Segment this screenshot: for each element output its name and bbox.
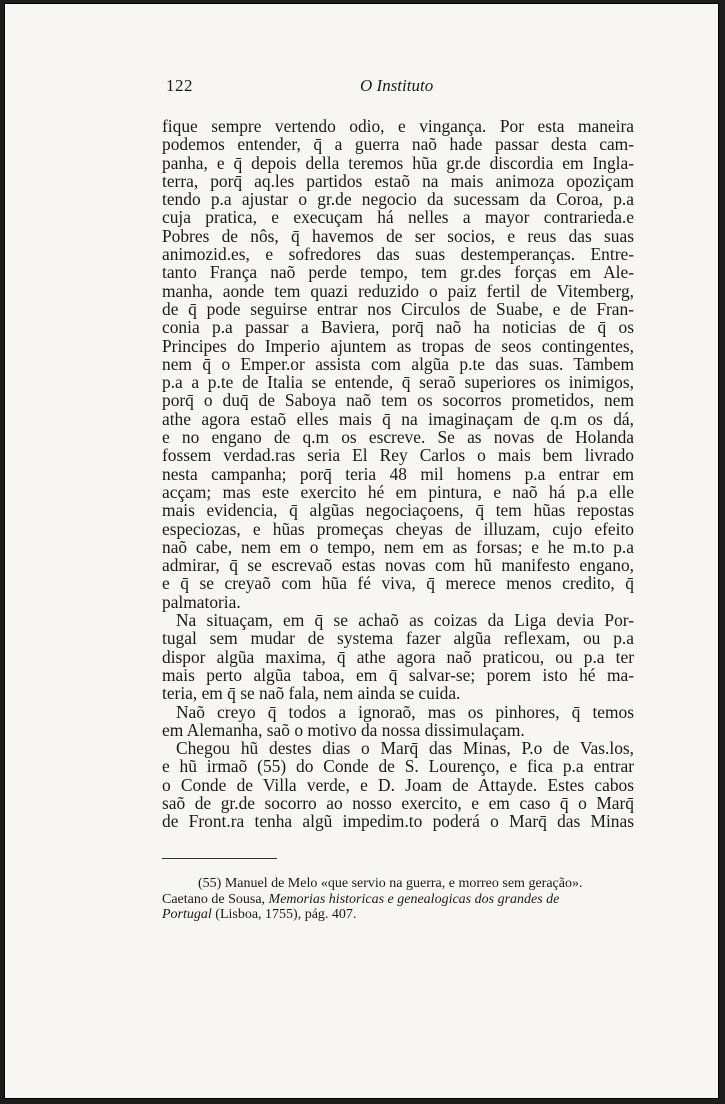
text-line: conia p.a passar a Baviera, porq̄ naõ ha noticias de q̄ os: [162, 317, 634, 338]
text-line: naõ cabe, nem em o tempo, nem em as forsas; e he m.to p.a: [162, 536, 634, 557]
text-line: fique sempre vertendo odio, e vingança. Por esta maneira: [162, 116, 634, 136]
text-line: terra, porq̄ aq.les partidos estaõ na mais animoza opoziçam: [162, 170, 634, 191]
text-line: Chegou hũ destes dias o Marq̄ das Minas, P.o de Vas.los,: [176, 738, 634, 759]
footnote-author: Caetano de Sousa,: [162, 891, 269, 907]
text-line: de q̄ pode seguirse entrar nos Circulos de Suabe, e de Fran-: [162, 298, 634, 319]
footnote: [162, 876, 634, 923]
text-line: especiozas, e hũas promeças cheyas de illuzam, cujo efeito: [162, 518, 634, 539]
text-line: Naõ creyo q̄ todos a ignoraõ, mas os pinhores, q̄ temos: [176, 701, 634, 722]
text-line: animozid.es, e sofredores das suas destemperanças. Entre-: [162, 244, 634, 265]
text-line: acçam; mas este exercito hé em pintura, e naõ há p.a elle: [162, 481, 634, 502]
text-line: podemos entender, q̄ a guerra naõ hade passar desta cam-: [162, 134, 634, 155]
footnote-rule: [162, 858, 277, 859]
running-title: O Instituto: [360, 76, 434, 95]
footnote-line: (55) Manuel de Melo «que servio na guerra, e morreo sem geração».: [198, 876, 583, 891]
text-line: e hũ irmaõ (55) do Conde de S. Lourenço, e fica p.a entrar: [162, 756, 634, 777]
text-line: athe agora estaõ elles mais q̄ na imaginaçam de q.m os dá,: [162, 408, 634, 429]
text-line: manha, aonde tem quazi reduzido o paiz fertil de Vitemberg,: [162, 280, 634, 301]
text-line: p.a a p.te de Italia se entende, q̄ seraõ superiores os inimigos,: [162, 372, 634, 393]
text-line: Principes do Imperio ajuntem as tropas de seos contingentes,: [162, 335, 634, 356]
text-line: mais perto algũa taboa, em q̄ salvar-se; porem isto hé ma-: [162, 664, 634, 685]
text-line: teria, em q̄ se naõ fala, nem ainda se cuida.: [162, 683, 461, 704]
text-line: em Alemanha, saõ o motivo da nossa dissimulaçam.: [162, 719, 525, 740]
text-line: panha, e q̄ depois della teremos hũa gr.de discordia em Ingla-: [162, 152, 634, 173]
text-line: e no engano de q.m os escreve. Se as novas de Holanda: [162, 427, 634, 448]
text-line: mais evidencia, q̄ algũas negociaçoens, q̄ tem hũas repostas: [162, 500, 634, 521]
text-line: e q̄ se creyaõ com hũa fé viva, q̄ merece menos credito, q̄: [162, 573, 634, 594]
text-line: tugal sem mudar de systema fazer algũa reflexam, ou p.a: [162, 628, 634, 649]
text-line: admirar, q̄ se escrevaõ estas novas com hũ manifesto engano,: [162, 555, 634, 576]
footnote-citation: (Lisboa, 1755), pág. 407.: [211, 907, 357, 923]
text-line: saõ de gr.de socorro ao nosso exercito, e em caso q̄ o Marq̄: [162, 792, 634, 813]
text-line: de Front.ra tenha algũ impedim.to poderá o Marq̄ das Minas: [162, 811, 634, 832]
main-text: [162, 117, 634, 831]
text-line: tendo p.a ajustar o gr.de negocio da sucessam da Coroa, p.a: [162, 189, 634, 210]
text-line: nem q̄ o Emper.or assista com algũa p.te das suas. Tambem: [162, 353, 634, 374]
page-number: 122: [166, 76, 193, 95]
text-line: fossem verdad.ras seria El Rey Carlos o mais bem livrado: [162, 445, 634, 466]
footnote-line: [162, 892, 634, 908]
footnote-book-title: Memorias historicas e genealogicas dos grandes de: [268, 891, 560, 907]
text-line: tanto França naõ perde tempo, tem gr.des forças em Ale-: [162, 262, 634, 283]
footnote-book-title-end: Portugal: [162, 907, 212, 923]
text-line: Pobres de nôs, q̄ havemos de ser socios, e reus das suas: [162, 225, 634, 246]
text-line: dispor algũa maxima, q̄ athe agora naõ praticou, ou p.a ter: [162, 646, 634, 667]
text-line: porq̄ o duq̄ de Saboya naõ tem os socorros prometidos, nem: [162, 390, 634, 411]
text-line: o Conde de Villa verde, e D. Joam de Attayde. Estes cabos: [162, 774, 634, 795]
footnote-line: [162, 907, 634, 923]
page-header: [160, 76, 642, 98]
text-line: palmatoria.: [162, 591, 241, 612]
text-line: nesta campanha; porq̄ teria 48 mil homens p.a entrar em: [162, 463, 634, 484]
text-line: Na situaçam, em q̄ se achaõ as coizas da Liga devia Por-: [176, 610, 634, 631]
text-line: cuja pratica, e execuçam há nelles a mayor contrarieda.e: [162, 207, 634, 228]
